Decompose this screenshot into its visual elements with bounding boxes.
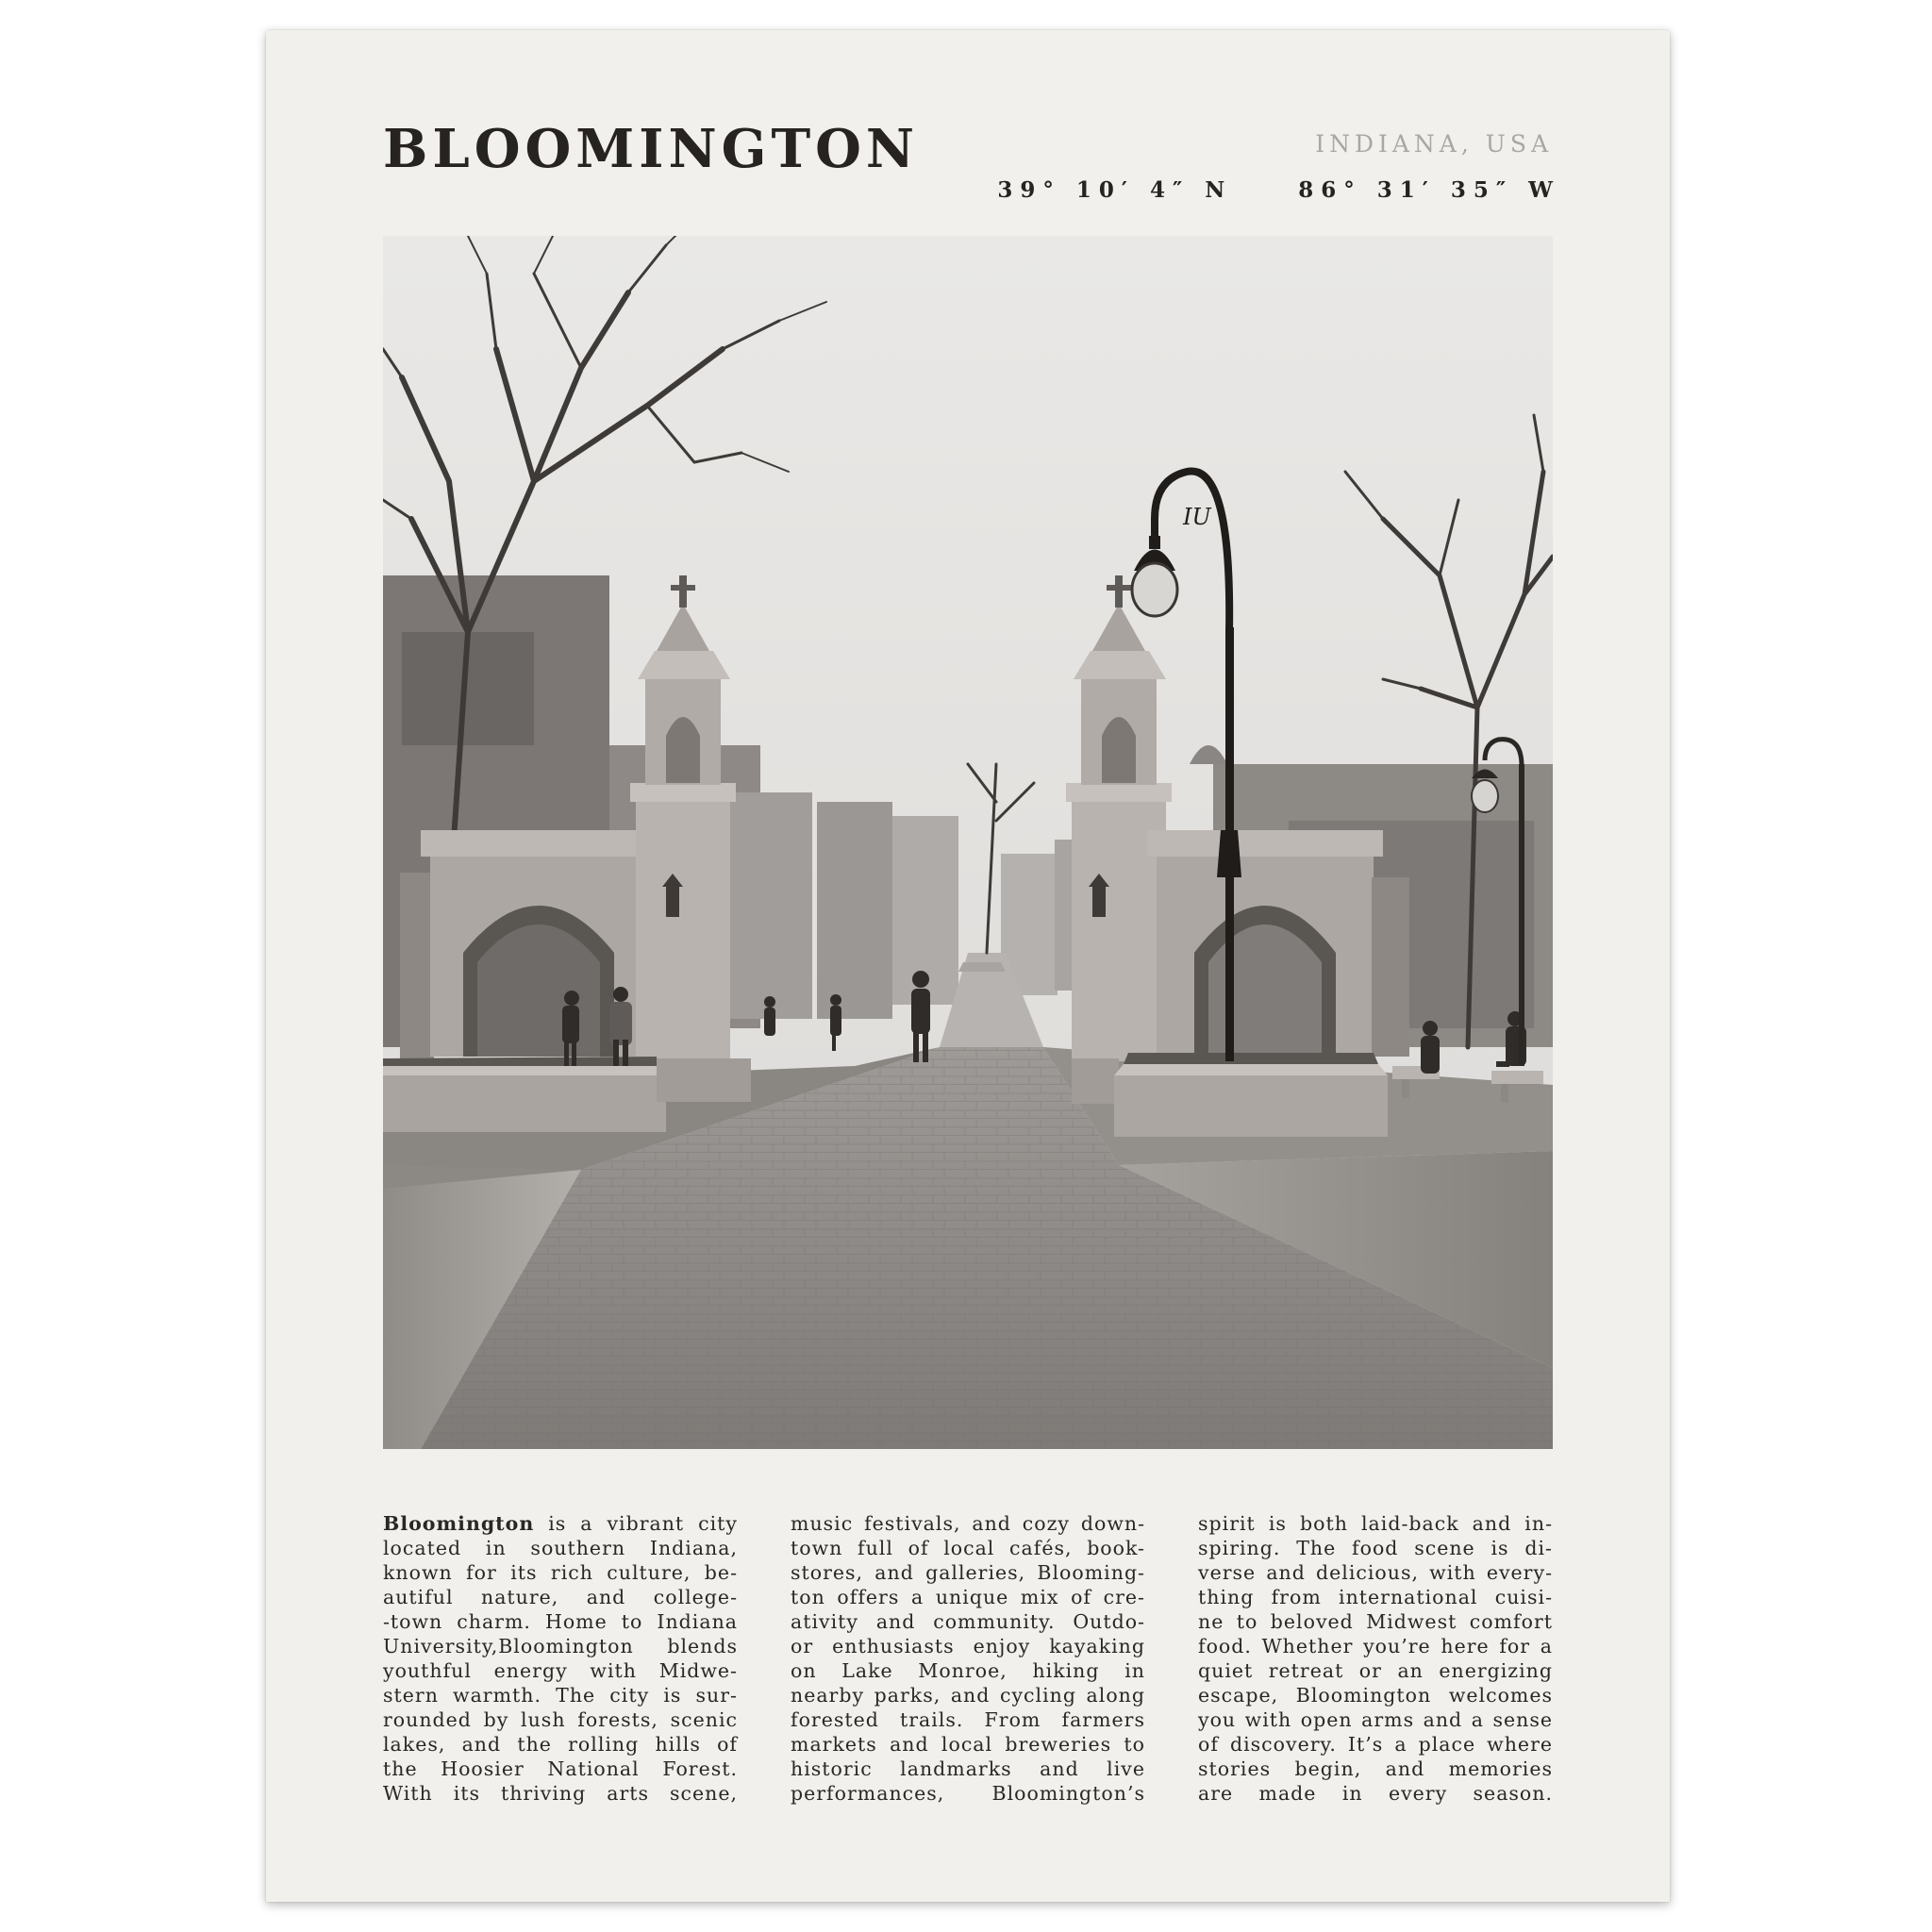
description-line: stories begin, and memories (1198, 1757, 1553, 1780)
description-line: verse and delicious, with every- (1198, 1561, 1553, 1584)
description-line: autiful nature, and college- (383, 1586, 738, 1608)
lamp-monogram: IU (1183, 504, 1211, 530)
description-line: lakes, and the rolling hills of (383, 1733, 738, 1756)
description-line: rounded by lush forests, scenic (383, 1708, 738, 1731)
region-label: INDIANA, USA (1315, 130, 1553, 158)
sample-gates-photo (383, 236, 1553, 1449)
description-line: stores, and galleries, Blooming- (791, 1561, 1145, 1584)
description-line: quiet retreat or an energizing (1198, 1659, 1553, 1682)
description-line: spirit is both laid-back and in- (1198, 1512, 1553, 1535)
description-line: forested trails. From farmers (791, 1708, 1145, 1731)
description-line: University,Bloomington blends (383, 1635, 738, 1657)
description-line: -town charm. Home to Indiana (383, 1610, 738, 1633)
description-line: on Lake Monroe, hiking in (791, 1659, 1145, 1682)
description-line: are made in every season. (1198, 1782, 1553, 1805)
latitude: 39° 10′ 4″ N (997, 177, 1233, 203)
description-line: spiring. The food scene is di- (1198, 1537, 1553, 1559)
description-line: you with open arms and a sense (1198, 1708, 1553, 1731)
description-line: food. Whether you’re here for a (1198, 1635, 1553, 1657)
description-line: markets and local breweries to (791, 1733, 1145, 1756)
description (383, 1511, 1553, 1806)
description-line: escape, Bloomington welcomes (1198, 1684, 1553, 1707)
city-title: BLOOMINGTON (383, 118, 920, 180)
description-line: known for its rich culture, be- (383, 1561, 738, 1584)
travel-poster (266, 30, 1670, 1902)
description-line: ne to beloved Midwest comfort (1198, 1610, 1553, 1633)
description-line: youthful energy with Midwe- (383, 1659, 738, 1682)
description-line: the Hoosier National Forest. (383, 1757, 738, 1780)
lead-word: Bloomington (383, 1512, 535, 1535)
description-line: town full of local cafés, book- (791, 1537, 1145, 1559)
description-column-2 (791, 1511, 1145, 1806)
coordinates (997, 177, 1560, 203)
longitude: 86° 31′ 35″ W (1298, 177, 1560, 203)
description-line: located in southern Indiana, (383, 1537, 738, 1559)
description-column-1 (383, 1511, 738, 1806)
description-column-3 (1198, 1511, 1553, 1806)
description-line: historic landmarks and live (791, 1757, 1145, 1780)
description-line: performances, Bloomington’s (791, 1782, 1145, 1805)
description-line: ton offers a unique mix of cre- (791, 1586, 1145, 1608)
description-line: stern warmth. The city is sur- (383, 1684, 738, 1707)
description-line: music festivals, and cozy down- (791, 1512, 1145, 1535)
description-line: With its thriving arts scene, (383, 1782, 738, 1805)
description-line: of discovery. It’s a place where (1198, 1733, 1553, 1756)
description-line: Bloomington is a vibrant city (383, 1512, 738, 1535)
description-line: thing from international cuisi- (1198, 1586, 1553, 1608)
description-line: nearby parks, and cycling along (791, 1684, 1145, 1707)
city-photo (383, 236, 1553, 1449)
description-line: or enthusiasts enjoy kayaking (791, 1635, 1145, 1657)
description-line: ativity and community. Outdo- (791, 1610, 1145, 1633)
